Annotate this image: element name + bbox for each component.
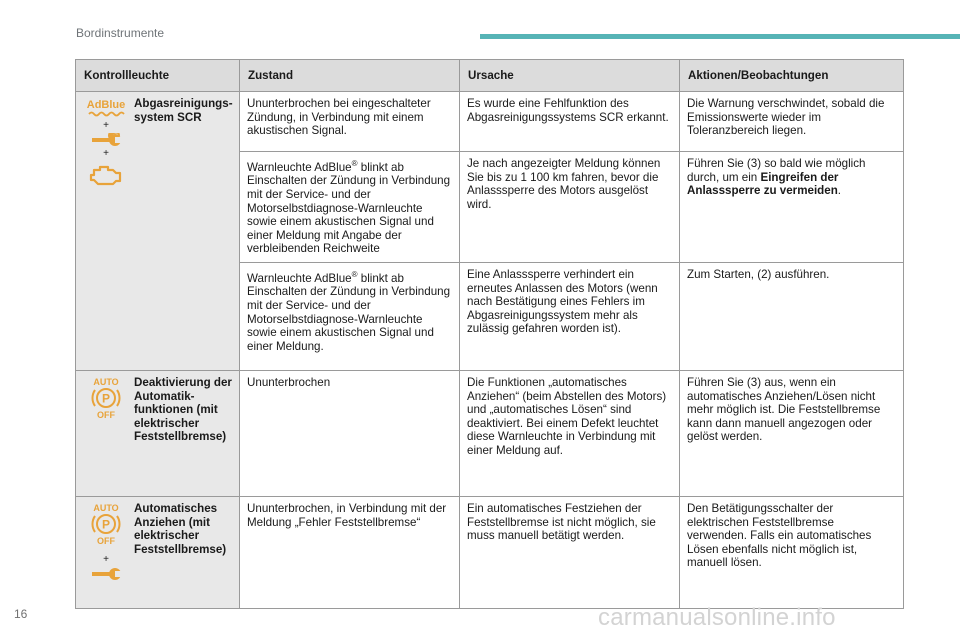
table-row [76,497,904,609]
cell-aktion: Zum Starten, (2) ausführen. [680,263,904,371]
indicator-name-deaktivierung: Deaktivierung der Automatik-funktionen (mit elektrischer Feststellbremse) [134,376,232,444]
p-label: P [101,391,111,406]
indicator-cell-deaktivierung [76,371,240,497]
cell-ursache: Es wurde eine Fehlfunktion des Abgasreinigungssystems SCR erkannt. [460,92,680,152]
page-number: 16 [14,607,28,621]
wrench-icon [90,567,122,581]
engine-icon [88,163,124,187]
cell-ursache: Je nach angezeigter Meldung können Sie bis zu 1 100 km fahren, bevor die Anlasssperre des Motors ausgelöst wird. [460,152,680,263]
cell-aktion: Die Warnung verschwindet, sobald die Emissionswerte wieder im Toleranzbereich liegen. [680,92,904,152]
aktion-text: Führen Sie (3) so bald wie möglich durch, um ein [687,157,866,184]
adblue-icon-label: AdBlue [86,99,126,111]
cell-ursache: Ein automatisches Festziehen der Feststellbremse ist nicht möglich, sie muss manuell betätigt werden. [460,497,680,609]
indicator-name-automatisches-anziehen: Automatisches Anziehen (mit elektrischer Feststellbremse) [134,502,227,556]
wrench-icon [90,133,122,147]
cell-aktion: Den Betätigungsschalter der elektrischen Feststellbremse verwenden. Falls ein automatisches Lösen ebenfalls nicht möglich ist, manuell lösen. [680,497,904,609]
registered-mark: ® [351,270,358,280]
indicator-name-scr: Abgasreinigungs-system SCR [134,97,233,124]
plus-sign: + [103,148,109,159]
table-row [76,371,904,497]
zustand-text: Warnleuchte AdBlue [247,160,352,174]
registered-mark: ® [351,159,358,168]
off-label: OFF [97,410,115,421]
cell-zustand: Ununterbrochen, in Verbindung mit der Meldung „Fehler Feststellbremse“ [240,497,460,609]
cell-aktion [680,152,904,263]
table-row [76,92,904,152]
column-header-zustand: Zustand [240,60,460,92]
cell-zustand [240,152,460,263]
indicator-cell-scr [76,92,240,371]
warning-lights-table [75,59,904,609]
adblue-icon [85,97,127,119]
off-label: OFF [97,536,115,547]
cell-aktion: Führen Sie (3) aus, wenn ein automatisches Anziehen/Lösen nicht mehr möglich ist. Die Feststellbremse kann dann manuell angezogen oder gelöst werden. [680,371,904,497]
p-label: P [101,517,111,532]
auto-p-off-icon [86,376,126,420]
section-title: Bordinstrumente [76,26,165,40]
cell-ursache: Die Funktionen „automatisches Anziehen“ (beim Abstellen des Motors) und „automatisches Lösen“ sind deaktiviert. Bei einem Defekt leuchtet diese Warnleuchte in Verbindung mit einer Meldung auf. [460,371,680,497]
cell-zustand: Ununterbrochen [240,371,460,497]
watermark: carmanualsonline.info [598,604,836,631]
indicator-cell-automatisches-anziehen [76,497,240,609]
table-header-row [76,60,904,92]
plus-sign: + [103,120,109,131]
aktion-text: . [837,184,842,198]
zustand-text: blinkt ab Einschalten der Zündung in Verbindung mit der Service- und der Motorselbstdiagnose-Warnleuchte sowie einem akustischen Signal und einer Meldung. [247,271,451,353]
zustand-text: blinkt ab Einschalten der Zündung in Verbindung mit der Service- und der Motorselbstdiagnose-Warnleuchte sowie einem akustischen Signal und einer Meldung mit Angabe der verbleibenden Reichweite [247,160,451,256]
auto-label: AUTO [93,377,119,388]
title-accent-bar [480,34,960,39]
cell-zustand: Ununterbrochen bei eingeschalteter Zündung, in Verbindung mit einem akustischen Signal. [240,92,460,152]
auto-p-off-icon [86,502,126,546]
plus-sign: + [103,554,109,566]
column-header-kontrollleuchte: Kontrollleuchte [76,60,240,92]
column-header-aktionen: Aktionen/Beobachtungen [680,60,904,92]
cell-ursache: Eine Anlasssperre verhindert ein erneutes Anlassen des Motors (wenn nach Bestätigung eines Fehlers im Abgasreinigungssystem mehr als zulässig gefahren worden ist). [460,263,680,371]
aktion-bold-text: Eingreifen der Anlasssperre zu vermeiden [687,170,839,198]
cell-zustand [240,263,460,371]
auto-label: AUTO [93,503,119,514]
zustand-text: Warnleuchte AdBlue [247,271,352,285]
column-header-ursache: Ursache [460,60,680,92]
